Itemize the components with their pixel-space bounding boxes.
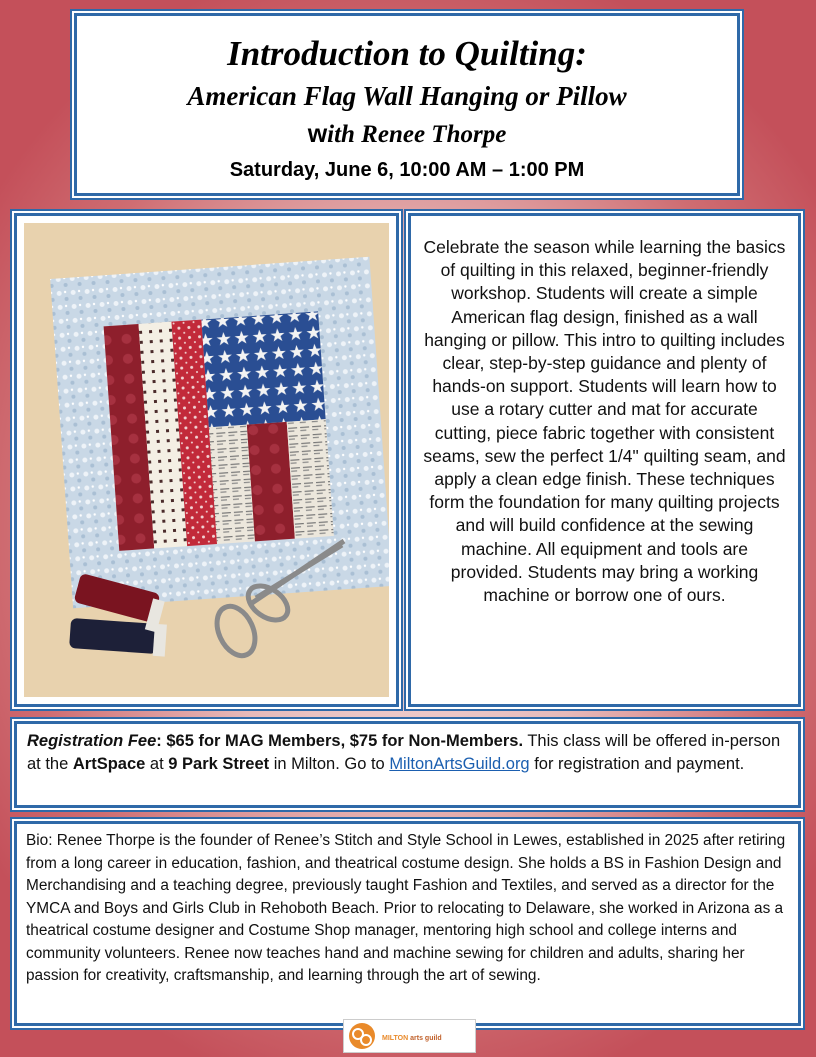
registration-text-3: in Milton. Go to: [269, 755, 390, 773]
guild-logo: [343, 1019, 476, 1053]
bio-box: [14, 821, 801, 1026]
instructor-bio: Bio: Renee Thorpe is the founder of Renee’s Stitch and Style School in Lewes, established in 2025 after retiring from a long career in education, fashion, and theatrical costume design. She holds a BS in Fashion Design and Merchandising and a teaching degree, previously taught Fashion and Textiles, and served as a director for the YMCA and Boys and Girls Club in Rehoboth Beach. Prior to relocating to Delaware, she worked in Arizona as a theatrical costume designer and Costume Shop manager, mentoring high school and college interns and community volunteers. Renee now teaches hand and machine sewing for children and adults, sharing her passion for creativity, craftsmanship, and learning through the art of sewing.: [26, 832, 786, 984]
instructor-prefix: w: [307, 120, 328, 148]
photo-box: [14, 213, 399, 707]
registration-text-1: This class will be offered in-person at the: [27, 732, 781, 773]
quilt-photo: [24, 223, 389, 697]
registration-fees: : $65 for MAG Members, $75 for Non-Members.: [156, 732, 524, 750]
event-datetime: Saturday, June 6, 10:00 AM – 1:00 PM: [229, 159, 585, 181]
guild-website-link[interactable]: MiltonArtsGuild.org: [389, 755, 530, 773]
description-box: [408, 213, 801, 707]
page-title: Introduction to Quilting:: [227, 34, 587, 73]
instructor-line: [77, 118, 737, 151]
page-subtitle: American Flag Wall Hanging or Pillow: [187, 81, 627, 111]
venue-name: ArtSpace: [72, 755, 146, 773]
venue-address: 9 Park Street: [168, 755, 270, 773]
instructor-name: ith Renee Thorpe: [327, 121, 507, 148]
logo-text-arts: arts guild: [408, 1035, 442, 1042]
registration-box: [14, 721, 801, 808]
registration-text-2: at: [145, 755, 169, 773]
title-box: [74, 13, 740, 196]
registration-label: Registration Fee: [27, 732, 157, 750]
logo-text-milton: MILTON: [382, 1035, 409, 1042]
registration-text-4: for registration and payment.: [529, 755, 745, 773]
milton-arts-guild-logo-icon: [344, 1020, 475, 1052]
svg-text:MILTON arts guild: [382, 1035, 442, 1042]
class-description: Celebrate the season while learning the basics of quilting in this relaxed, beginner-friendly workshop. Students will create a simple American flag design, finished as a wall hanging or pillow. This intro to quilting includes clear, step-by-step guidance and plenty of hands-on support. Students will learn how to use a rotary cutter and mat for accurate cutting, piece fabric together with consistent seams, sew the perfect 1/4" quilting seam, and apply a clean edge finish. These techniques form the foundation for many quilting projects and will build confidence at the sewing machine. All equipment and tools are provided. Students may bring a working machine or borrow one of ours.: [423, 237, 786, 606]
